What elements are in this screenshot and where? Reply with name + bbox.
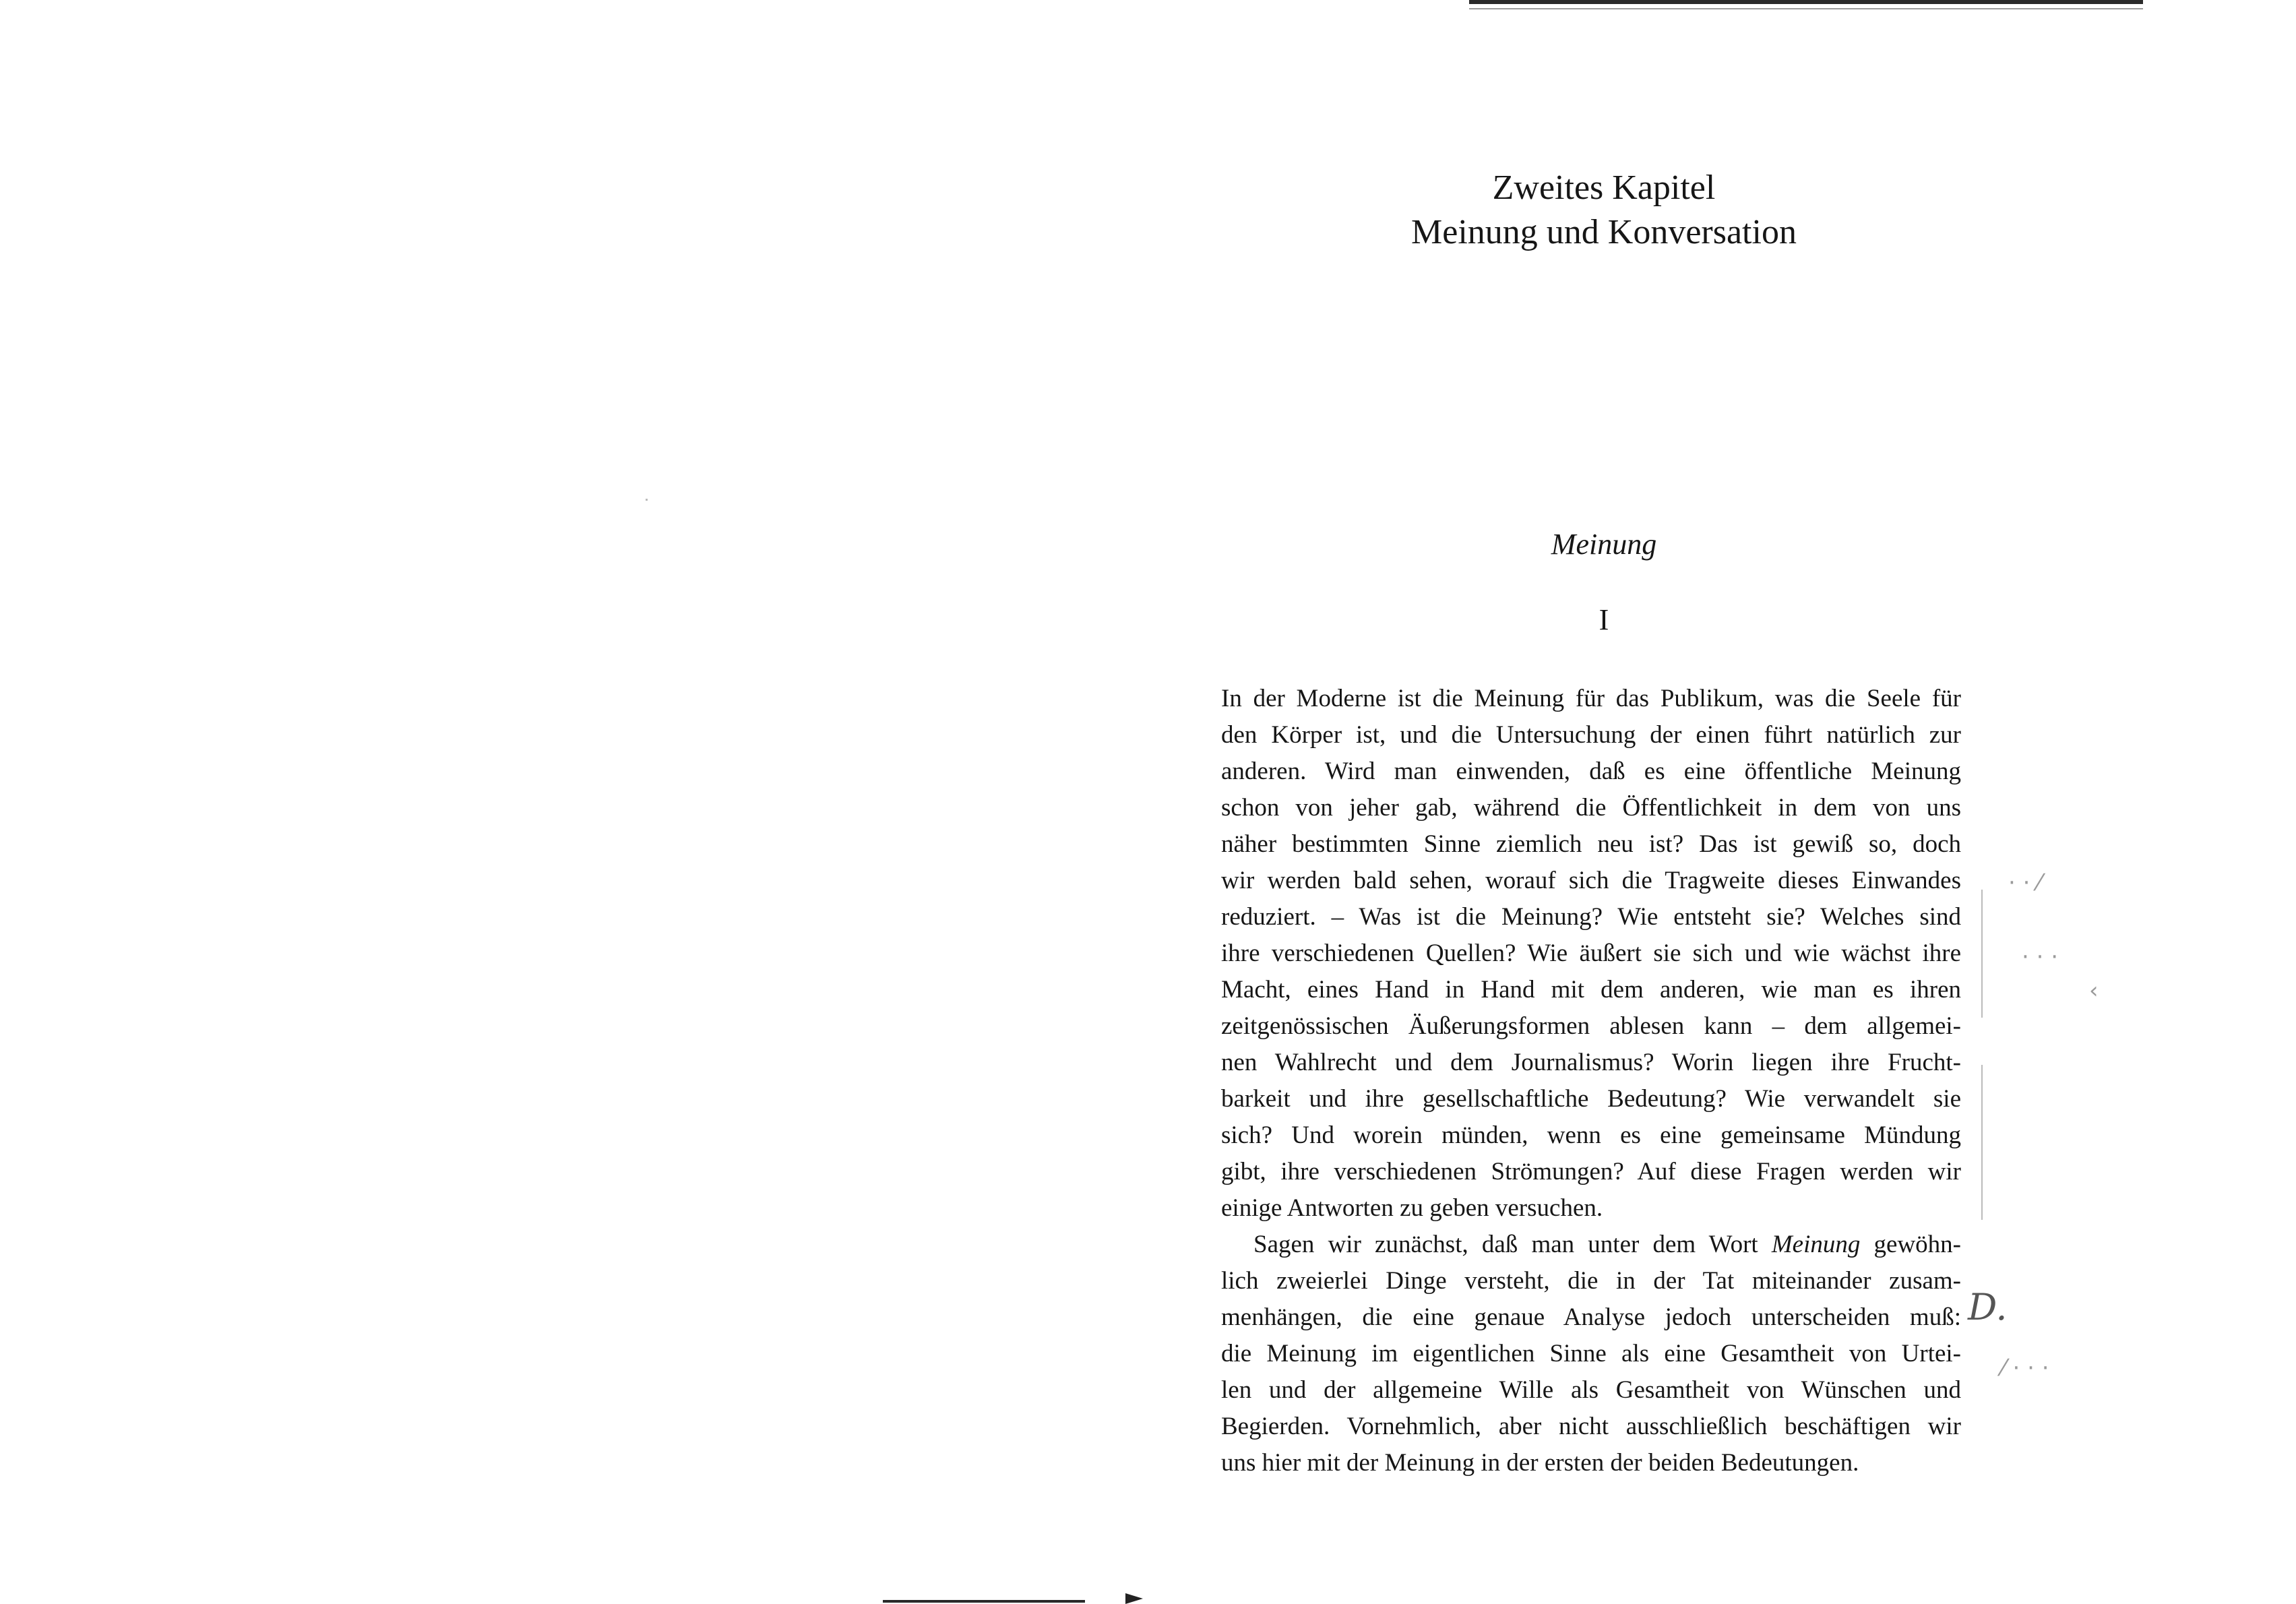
scan-arrow-icon [1125,1593,1143,1604]
text-fragment: gewöhn- [1860,1231,1962,1258]
scan-edge-bottom [883,1600,1085,1603]
text-line: uns hier mit der Meinung in der ersten der beiden Bedeutungen. [1221,1449,1859,1477]
text-line: die Meinung im eigentlichen Sinne als eine Gesamtheit von Urtei- [1221,1340,1961,1367]
text-line: einige Antworten zu geben versuchen. [1221,1194,1603,1222]
text-line: anderen. Wird man einwenden, daß es eine öffentliche Meinung [1221,758,1961,785]
body-text [1221,681,1961,1481]
text-line [1221,1227,1961,1263]
margin-handwriting: D. [1968,1286,2008,1328]
margin-pencil-stroke [1981,890,1983,1018]
text-line: barkeit und ihre gesellschaftliche Bedeutung? Wie verwandelt sie [1221,1085,1961,1113]
text-line: reduziert. – Was ist die Meinung? Wie entsteht sie? Welches sind [1221,903,1961,931]
text-line: gibt, ihre verschiedenen Strömungen? Auf diese Fragen werden wir [1221,1158,1961,1185]
margin-pencil-mark: · · · [2022,944,2059,970]
text-line: ihre verschiedenen Quellen? Wie äußert sie sich und wie wächst ihre [1221,939,1961,967]
text-line: näher bestimmten Sinne ziemlich neu ist? Das ist gewiß so, doch [1221,830,1961,858]
margin-pencil-mark: ⁄ · · · [2002,1355,2049,1382]
scan-edge-top [1469,0,2143,4]
chapter-title: Meinung und Konversation [1411,213,1797,251]
margin-pencil-stroke [1981,1065,1983,1220]
text-line: Begierden. Vornehmlich, aber nicht ausschließlich beschäftigen wir [1221,1413,1961,1440]
section-title: Meinung [1551,528,1657,561]
text-line: In der Moderne ist die Meinung für das Publikum, was die Seele für [1221,685,1961,712]
text-line: den Körper ist, und die Untersuchung der einen führt natürlich zur [1221,721,1961,749]
chapter-number: Zweites Kapitel [1492,168,1716,207]
text-line: menhängen, die eine genaue Analyse jedoch unterscheiden muß: [1221,1303,1961,1331]
margin-annotations [1968,842,2130,1449]
text-line: sich? Und worein münden, wenn es eine gemeinsame Mündung [1221,1121,1961,1149]
text-line: lich zweierlei Dinge versteht, die in der Tat miteinander zusam- [1221,1267,1961,1295]
text-line: wir werden bald sehen, worauf sich die Tragweite dieses Einwandes [1221,867,1961,894]
text-line: nen Wahlrecht und dem Journalismus? Worin liegen ihre Frucht- [1221,1049,1961,1076]
text-line: Macht, eines Hand in Hand mit dem anderen, wie man es ihren [1221,976,1961,1004]
margin-pencil-mark: ‹ [2089,977,2099,1004]
text-line: len und der allgemeine Wille als Gesamtheit von Wünschen und [1221,1376,1961,1404]
margin-pencil-mark: · · ⁄ [2008,869,2041,896]
scan-edge-top-thin [1469,8,2143,9]
text-fragment: Sagen wir zunächst, daß man unter dem Wort [1253,1231,1772,1258]
emphasis-meinung: Meinung [1771,1231,1861,1258]
section-numeral: I [1599,603,1609,636]
scan-speck [646,499,648,501]
chapter-heading [1233,166,1975,255]
text-line: zeitgenössischen Äußerungsformen ablesen kann – dem allgemei- [1221,1012,1961,1040]
text-line: schon von jeher gab, während die Öffentlichkeit in dem von uns [1221,794,1961,822]
